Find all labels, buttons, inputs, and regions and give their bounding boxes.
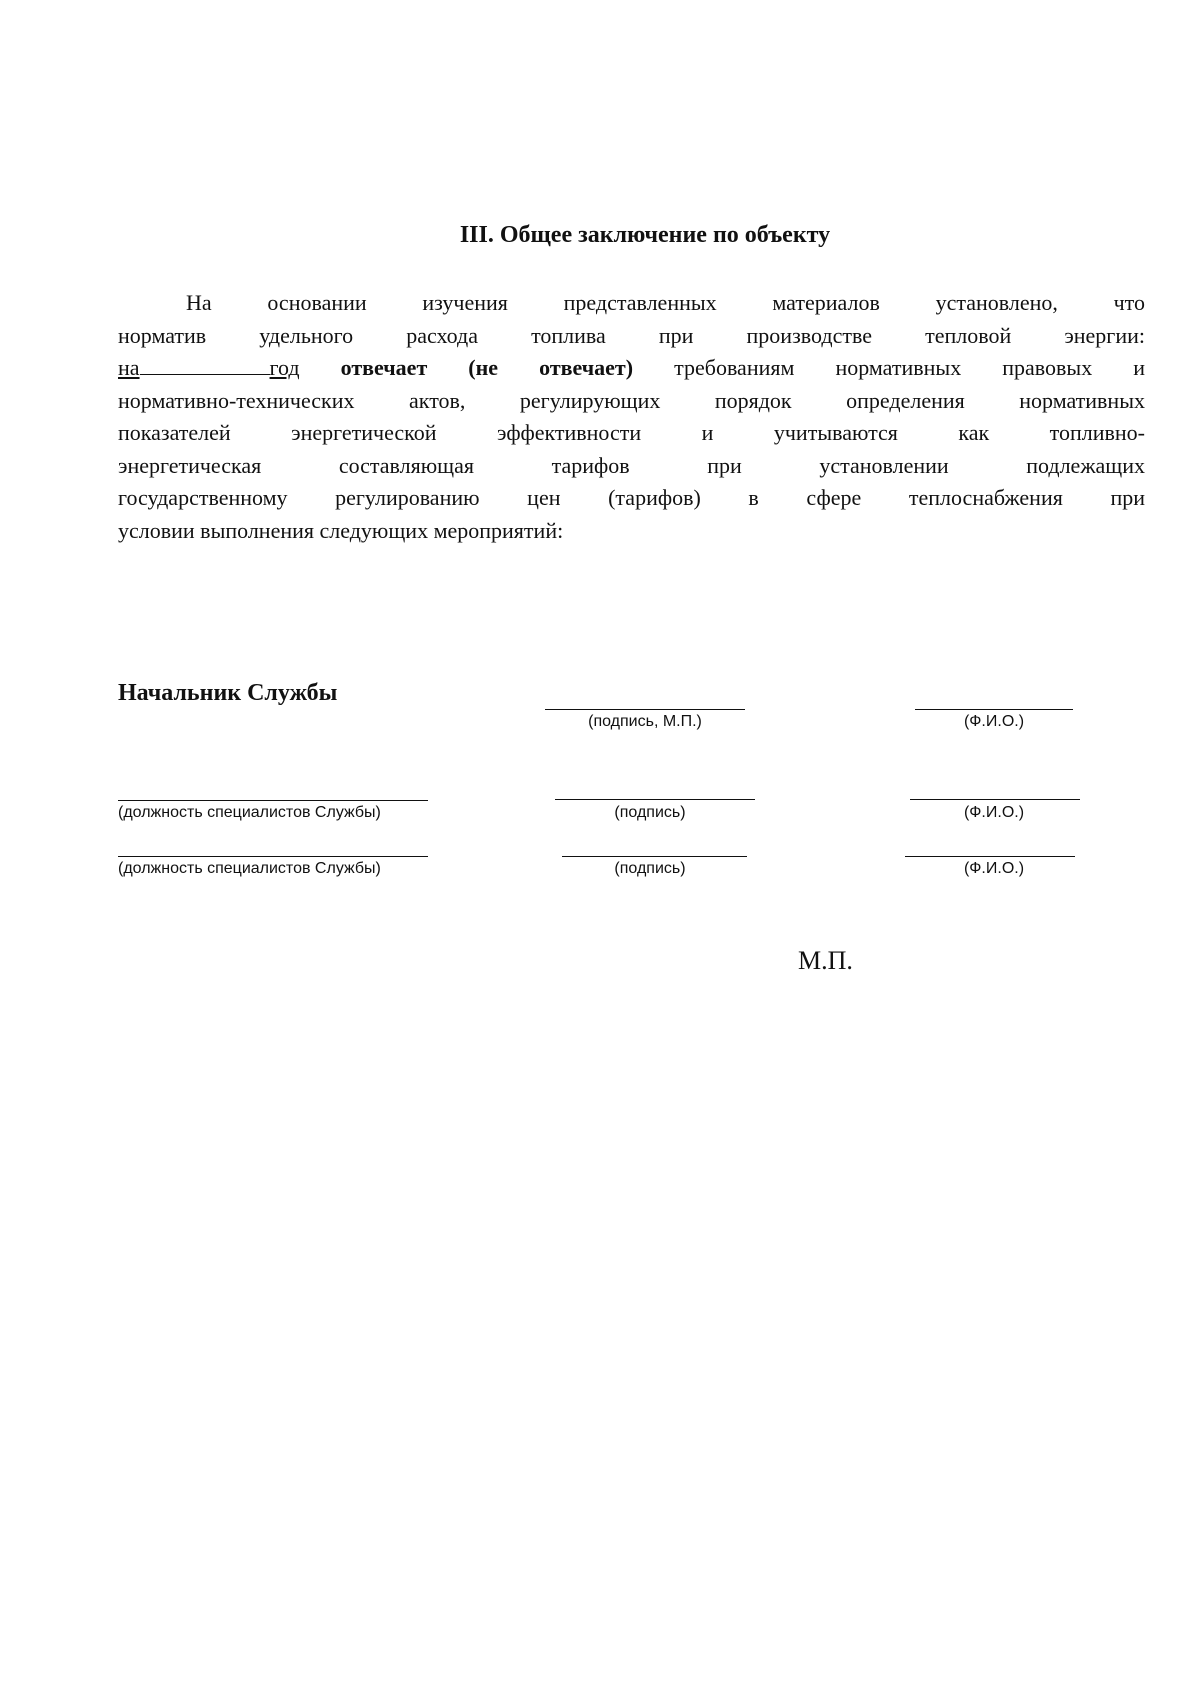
year-prefix: на [118,355,140,380]
specialist-1-position-caption: (должность специалистов Службы) [118,804,381,821]
specialist-1-name-caption: (Ф.И.О.) [963,804,1025,821]
stamp-placeholder: М.П. [798,946,853,975]
paragraph-line-7: государственному регулированию цен (тарифов) в сфере теплоснабжения при [118,485,1145,510]
chief-signature-caption: (подпись, М.П.) [588,713,702,730]
specialist-1-signature-line [555,799,755,800]
paragraph-line-3-rest: требованиям нормативных правовых и [674,355,1146,380]
paragraph-line-4: нормативно-технических актов, регулирующих порядок определения нормативных [118,387,1145,413]
specialist-2-signature-line [562,856,747,857]
paragraph-line-6: энергетическая составляющая тарифов при установлении подлежащих [118,452,1145,478]
specialist-1-signature-caption: (подпись) [614,804,686,821]
compliance-phrase: отвечает (не отвечает) [340,355,634,380]
chief-title: Начальник Службы [118,680,338,706]
specialist-2-position-caption: (должность специалистов Службы) [118,860,381,877]
chief-name-line [915,709,1073,710]
paragraph-line-3 [118,352,1145,385]
specialist-1-name-line [910,799,1080,800]
specialist-2-name-caption: (Ф.И.О.) [963,860,1025,877]
specialist-2-signature-caption: (подпись) [614,860,686,877]
paragraph-line-8: условии выполнения следующих мероприятий: [118,517,564,543]
paragraph-line-1: На основании изучения представленных материалов установлено, что [186,290,1145,315]
conclusion-paragraph [118,287,1145,547]
paragraph-line-5: показателей энергетической эффективности и учитываются как топливно- [118,420,1145,445]
specialist-1-position-line [118,800,428,801]
specialist-2-position-line [118,856,428,857]
chief-signature-line [545,709,745,710]
year-suffix: год [269,355,300,380]
specialist-2-name-line [905,856,1075,857]
section-heading: III. Общее заключение по объекту [459,222,831,248]
paragraph-line-2: норматив удельного расхода топлива при производстве тепловой энергии: [118,322,1145,348]
year-blank-field [140,356,270,375]
chief-name-caption: (Ф.И.О.) [963,713,1025,730]
